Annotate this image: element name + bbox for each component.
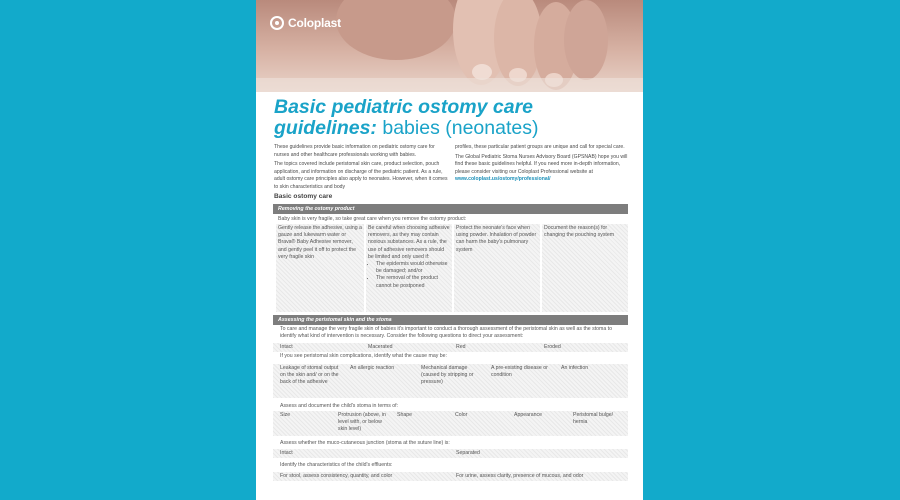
removing-step-3: Protect the neonate's face when using powder. Inhalation of powder can harm the baby's pulmonary system <box>454 224 540 312</box>
hero-photo <box>256 0 643 92</box>
assessing-lead: To care and manage the very fragile skin of babies it's important to conduct a thorough assessment of the peristomal skin as well as the stoma to identify what kind of intervention is necessary. Consider the following questions to direct your assessment: <box>280 326 613 340</box>
stoma-terms-row <box>273 411 628 436</box>
intro-paragraph: profiles, these particular patient groups are unique and call for special care. <box>455 144 625 150</box>
effluent-prompt: Identify the characteristics of the child's effluents: <box>280 462 393 468</box>
stoma-term: Appearance <box>514 412 542 418</box>
stoma-term: Protrusion (above, in level with, or below skin level) <box>338 412 386 433</box>
professional-website-link[interactable]: www.coloplast.us/ostomy/professional/ <box>455 176 551 183</box>
stoma-prompt: Assess and document the child's stoma in terms of: <box>280 403 399 409</box>
cause-item: Mechanical damage (caused by stripping or pressure) <box>421 365 474 386</box>
skin-state: Macerated <box>368 344 393 350</box>
skin-state-row <box>273 343 628 352</box>
cause-item: An allergic reaction <box>350 365 395 371</box>
skin-state: Eroded <box>544 344 561 350</box>
intro-right-column <box>455 144 631 186</box>
cause-item: An infection <box>561 365 589 371</box>
junction-prompt: Assess whether the muco-cutaneous junction (stoma at the suture line) is: <box>280 440 450 446</box>
cause-prompt: If you see peristomal skin complications, identify what the cause may be: <box>280 353 447 359</box>
page-title <box>274 97 634 139</box>
intro-paragraph: These guidelines provide basic information on pediatric ostomy care for nurses and other healthcare professionals working with babies. <box>274 144 435 158</box>
stoma-term: Size <box>280 412 291 418</box>
effluent-item: For urine, assess clarity, presence of mucous, and odor <box>456 473 584 479</box>
cause-row <box>273 364 628 398</box>
removing-step-2-list <box>368 261 450 290</box>
removing-step-2-text: Be careful when choosing adhesive removers, as they may contain noxious substances. As a rule, the use of adhesive removers should be limited and only used if: <box>368 225 450 260</box>
section-bar-assessing: Assessing the peristomal skin and the stoma <box>273 315 628 325</box>
brand-name: Coloplast <box>288 16 341 30</box>
stoma-term: Color <box>455 412 468 418</box>
junction-state: Separated <box>456 450 480 456</box>
page-title-bold: Basic pediatric ostomy care guidelines: <box>274 96 534 139</box>
effluent-row <box>273 472 628 481</box>
removing-step-2 <box>366 224 452 312</box>
list-item: • The removal of the product cannot be postponed <box>376 275 450 289</box>
coloplast-logo <box>270 16 341 30</box>
junction-state: Intact <box>280 450 293 456</box>
section-heading-basic-ostomy-care: Basic ostomy care <box>274 193 333 200</box>
removing-step-4: Document the reason(s) for changing the pouching system <box>542 224 628 312</box>
page-title-normal: babies (neonates) <box>382 117 539 139</box>
hands-photo-illustration <box>256 0 643 92</box>
intro-left-column <box>274 144 450 194</box>
intro-paragraph-text: The Global Pediatric Stoma Nurses Advisory Board (GPSNAB) hope you will find these basic guidelines helpful. If you need more in-depth information, please consider visiting our Coloplast Professional website at <box>455 153 628 175</box>
junction-row <box>273 449 628 458</box>
intro-paragraph: The topics covered include peristomal skin care, product selection, pouch application, and information on discharge of the pediatric patient. As a rule, adult ostomy care principles also apply to neonates. However, when it comes to skin characteristics and body <box>274 161 448 190</box>
coloplast-logo-icon <box>270 16 284 30</box>
stoma-term: Shape <box>397 412 413 418</box>
cause-item: A pre-existing disease or condition <box>491 365 548 379</box>
removing-step-1: Gently release the adhesive, using a gauze and lukewarm water or Brava® Baby Adhesive remover, and gently peel it off to protect the very fragile skin <box>276 224 364 312</box>
stoma-term: Peristomal bulge/ hernia <box>573 412 614 426</box>
effluent-item: For stool, assess consistency, quantity, and color <box>280 473 393 479</box>
skin-state: Intact <box>280 344 293 350</box>
cause-item: Leakage of stomal output on the skin and/ or on the back of the adhesive <box>280 365 339 386</box>
intro-paragraph <box>455 154 631 184</box>
guideline-page <box>256 0 643 500</box>
removing-lead: Baby skin is very fragile, so take great care when you remove the ostomy product: <box>278 216 467 222</box>
skin-state: Red <box>456 344 466 350</box>
list-item: • The epidermis would otherwise be damaged; and/or <box>376 261 450 275</box>
section-bar-removing: Removing the ostomy product <box>273 204 628 214</box>
